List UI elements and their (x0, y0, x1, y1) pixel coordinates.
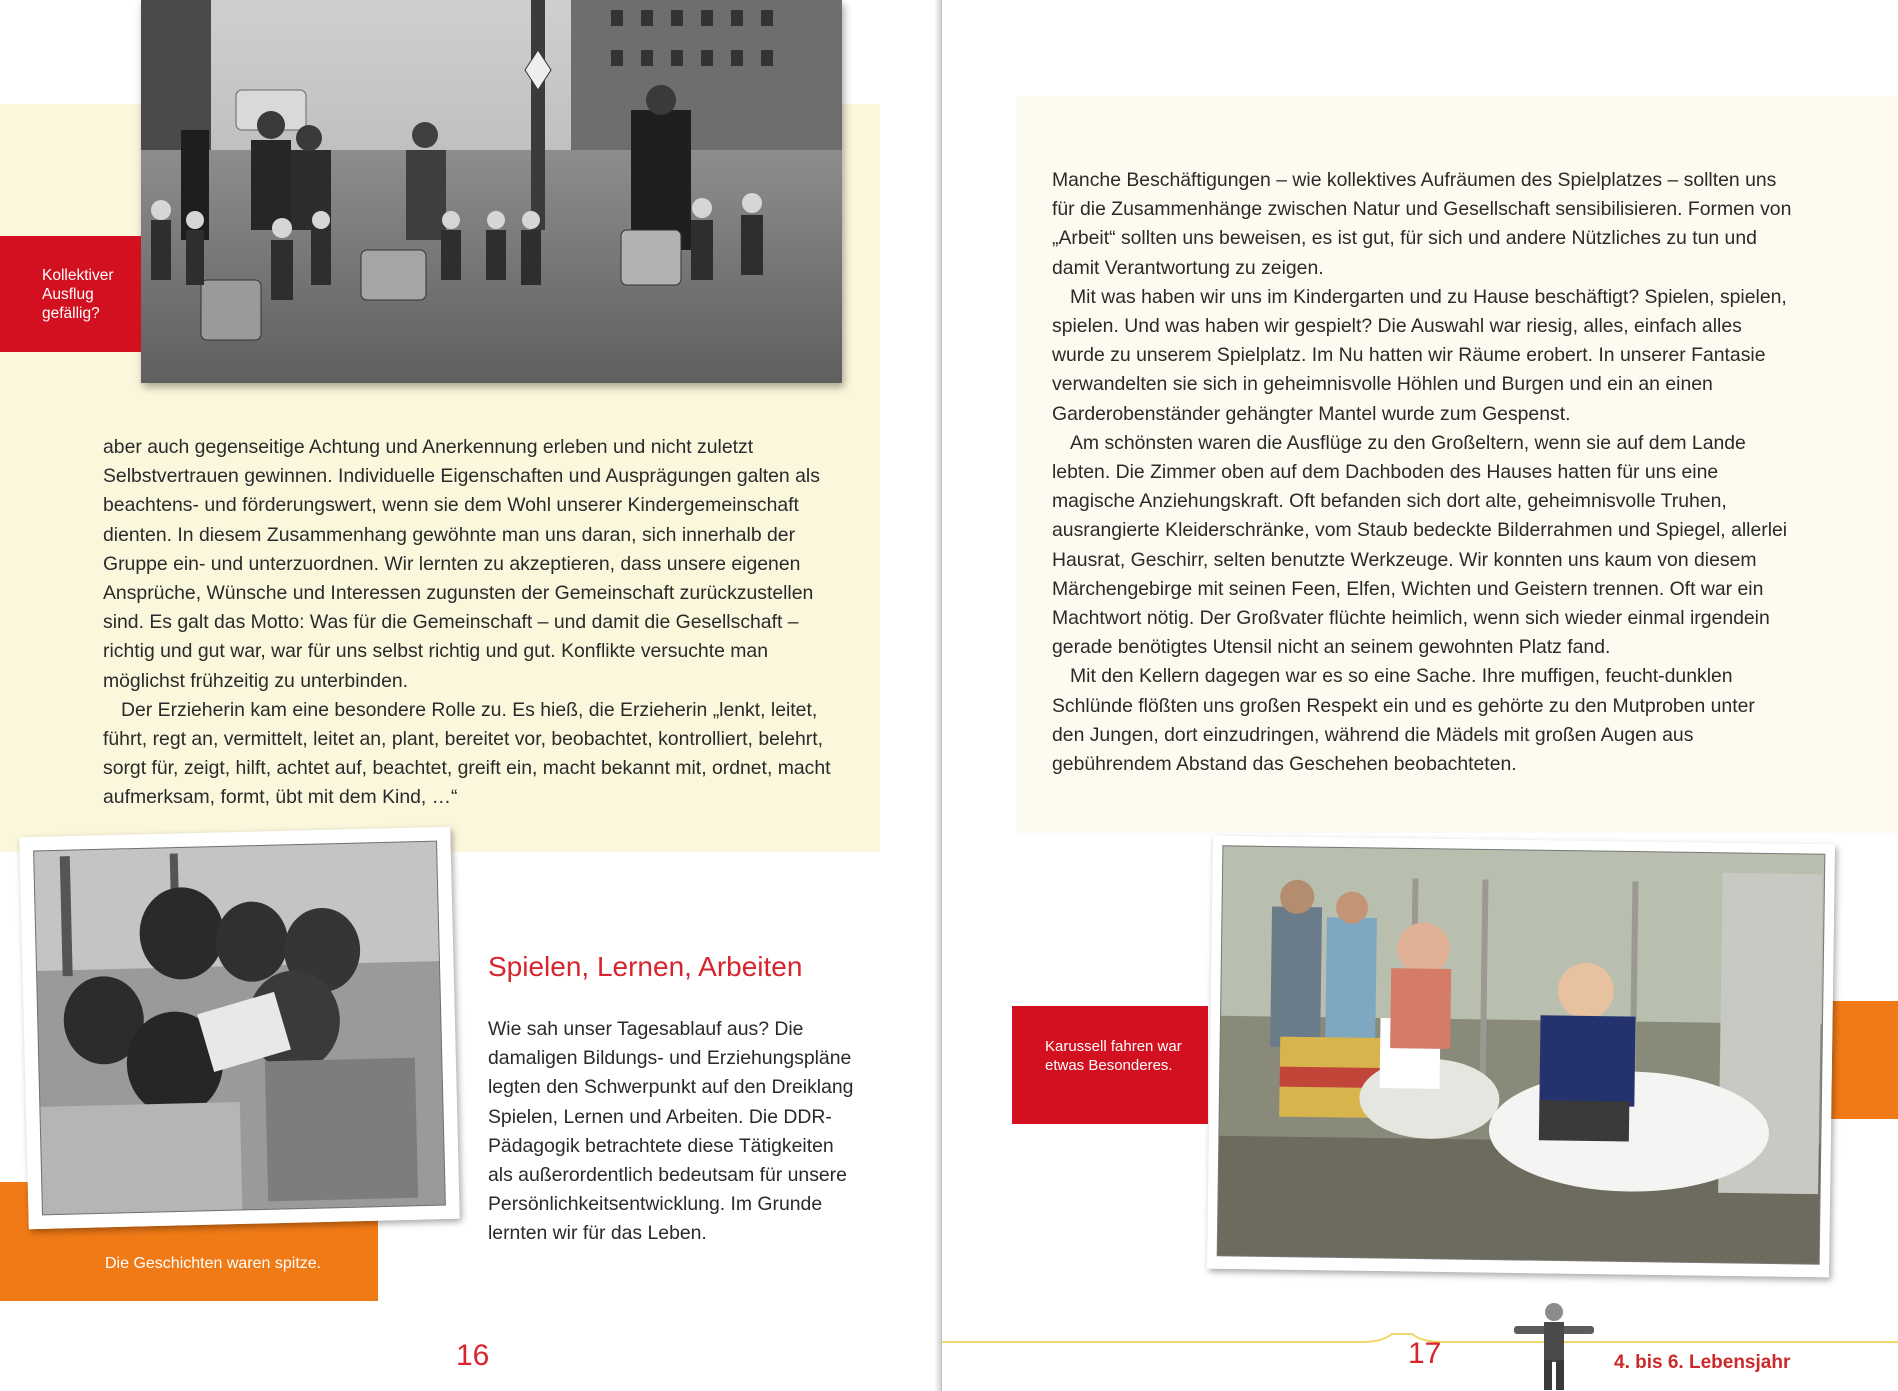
caption-stories-text: Die Geschichten waren spitze. (105, 1255, 322, 1272)
photo-carousel-image (1207, 836, 1835, 1278)
left-paragraph-1: aber auch gegenseitige Achtung und Anerkennung erleben und nicht zuletzt Selbstvertrauen gewinnen. Individuelle Eigenschaften und Ausprägungen galten als beachtens- und förderungswert, wenn sie dem Wohl unserer Kindergemeinschaft dienten. In diesem Zusammenhang gewöhnte man uns daran, sich innerhalb der Gruppe ein- und unterzuordnen. Wir lernten zu akzeptieren, dass unsere eigenen Ansprüche, Wünsche und Interessen zugunsten der Gemeinschaft zurückzustellen sind. Es galt das Motto: Was für die Gemeinschaft – und damit die Gesellschaft – richtig und gut war, war für uns selbst richtig und gut. Konflikte versuchte man möglichst frühzeitig zu unterbinden. (103, 436, 820, 692)
section-paragraph: Wie sah unser Tagesablauf aus? Die damaligen Bildungs- und Erziehungspläne legten den Schwerpunkt auf den Dreiklang Spielen, Lernen und Arbeiten. Die DDR-Pädagogik betrachtete diese Tätigkeiten als außerordentlich bedeutsam für unsere Persönlichkeitsentwicklung. Im Grunde lernten wir für das Leben. (488, 1018, 854, 1245)
right-paragraph-2: Mit was haben wir uns im Kindergarten und zu Hause beschäftigt? Spielen, spielen, spielen. Und was haben wir gespielt? Die Auswahl war riesig, alles, einfach alles wurde zu unserem Spielplatz. Im Nu hatten wir Räume erobert. In unserer Fantasie verwandelten sie sich in geheimnisvolle Höhlen und Burgen und ein an einen Garderobenständer gehängter Mantel wurde zum Gespenst. (1052, 285, 1787, 425)
caption-carousel-text: Karussell fahren war etwas Besonderes. (1045, 1038, 1182, 1074)
child-figure-icon (1510, 1300, 1598, 1391)
page-number-right: 17 (1408, 1337, 1442, 1370)
photo-excursion-image (141, 0, 842, 383)
right-page (942, 0, 1898, 1391)
chapter-label: 4. bis 6. Lebensjahr (1614, 1352, 1791, 1373)
photo-carousel (1207, 836, 1835, 1278)
photo-reading-stories (19, 827, 459, 1229)
caption-carousel (1012, 1006, 1208, 1124)
right-paragraph-3: Am schönsten waren die Ausflüge zu den Großeltern, wenn sie auf dem Lande lebten. Die Zimmer oben auf dem Dachboden des Hauses hatten für uns eine magische Anziehungskraft. Oft befanden sich dort alte, geheimnisvolle Truhen, ausrangierte Kleiderschränke, vom Staub bedeckte Bilderrahmen und Spiegel, allerlei Hausrat, Geschirr, selten benutzte Werkzeuge. Wir konnten uns kaum von diesem Märchengebirge mit seinen Feen, Elfen, Wichten und Geistern trennen. Oft war ein Machtwort nötig. Der Großvater flüchte heimlich, wenn sich wieder einmal irgendein gerade benötigtes Utensil nicht an seinem gewohnten Platz fand. (1052, 431, 1788, 659)
right-paragraph-1: Manche Beschäftigungen – wie kollektives Aufräumen des Spielplatzes – sollten uns für die Zusammenhänge zwischen Natur und Gesellschaft sensibilisieren. Formen von „Arbeit“ sollten uns beweisen, es ist gut, für sich und andere Nützliches zu tun und damit Verantwortung zu zeigen. (1052, 169, 1792, 279)
section-body (488, 1015, 863, 1249)
caption-excursion-text: Kollektiver Ausflug gefällig? (42, 267, 114, 322)
photo-reading-image (19, 827, 459, 1229)
left-paragraph-2: Der Erzieherin kam eine besondere Rolle zu. Es hieß, die Erzieherin „lenkt, leitet, führt, regt an, vermittelt, leitet an, plant, bereitet vor, beobachtet, kontrolliert, belehrt, sorgt für, zeigt, hilft, achtet auf, beachtet, greift ein, macht bekannt mit, ordnet, macht aufmerksam, formt, übt mit dem Kind, …“ (103, 698, 831, 809)
section-heading: Spielen, Lernen, Arbeiten (488, 951, 803, 982)
page-number-left: 16 (456, 1339, 490, 1372)
right-paragraph-4: Mit den Kellern dagegen war es so eine Sache. Ihre muffigen, feucht-dunklen Schlünde flößten uns großen Respekt ein und es gehörte zu den Mutproben unter den Jungen, dort einzudringen, während die Mädels mit großen Augen aus gebührendem Abstand das Geschehen beobachteten. (1052, 665, 1755, 776)
photo-excursion-kindergarten (141, 0, 842, 383)
left-body-text (103, 433, 839, 813)
right-body-text (1052, 166, 1792, 779)
caption-excursion (0, 236, 141, 352)
left-page (0, 0, 940, 1391)
